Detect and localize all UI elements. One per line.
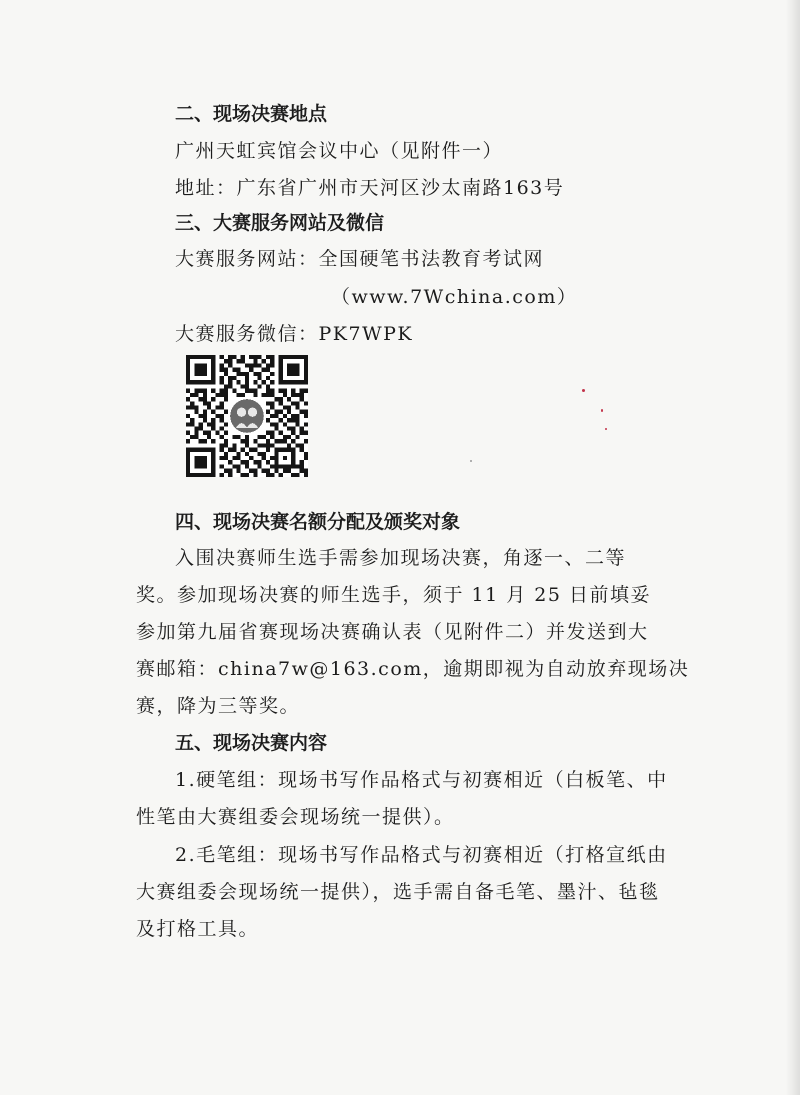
website-label: 大赛服务网站：全国硬笔书法教育考试网: [175, 248, 545, 270]
scan-speck: [582, 389, 585, 392]
wechat-id-text: 大赛服务微信：PK7WPK: [175, 323, 414, 345]
section-4-heading: 四、现场决赛名额分配及颁奖对象: [175, 511, 461, 533]
section-5-line-4: 大赛组委会现场统一提供），选手需自备毛笔、墨汁、毡毯: [136, 881, 660, 903]
section-4-line-3: 参加第九届省赛现场决赛确认表（见附件二）并发送到大: [136, 621, 649, 643]
section-5-line-5: 及打格工具。: [136, 918, 260, 940]
section-4-line-4: 赛邮箱：china7w@163.com，逾期即视为自动放弃现场决: [136, 658, 690, 680]
wechat-qr-code-icon: [186, 355, 308, 477]
scan-speck: [601, 409, 603, 412]
section-4-line-2: 奖。参加现场决赛的师生选手，须于 11 月 25 日前填妥: [136, 584, 652, 606]
section-5-line-1: 1.硬笔组：现场书写作品格式与初赛相近（白板笔、中: [175, 769, 668, 791]
section-3-heading: 三、大赛服务网站及微信: [175, 212, 385, 234]
website-url: （www.7Wchina.com）: [331, 286, 578, 308]
address-text: 地址：广东省广州市天河区沙太南路163号: [175, 177, 565, 199]
section-2-heading: 二、现场决赛地点: [175, 103, 328, 125]
scan-speck: [470, 460, 472, 462]
scan-speck: [605, 428, 607, 430]
scan-edge-shadow: [786, 0, 800, 1095]
section-5-line-2: 性笔由大赛组委会现场统一提供）。: [136, 806, 455, 828]
section-5-heading: 五、现场决赛内容: [175, 732, 328, 754]
section-5-line-3: 2.毛笔组：现场书写作品格式与初赛相近（打格宣纸由: [175, 844, 668, 866]
venue-text: 广州天虹宾馆会议中心（见附件一）: [175, 140, 504, 162]
section-4-line-5: 赛，降为三等奖。: [136, 695, 301, 717]
section-4-line-1: 入围决赛师生选手需参加现场决赛，角逐一、二等: [175, 547, 627, 569]
